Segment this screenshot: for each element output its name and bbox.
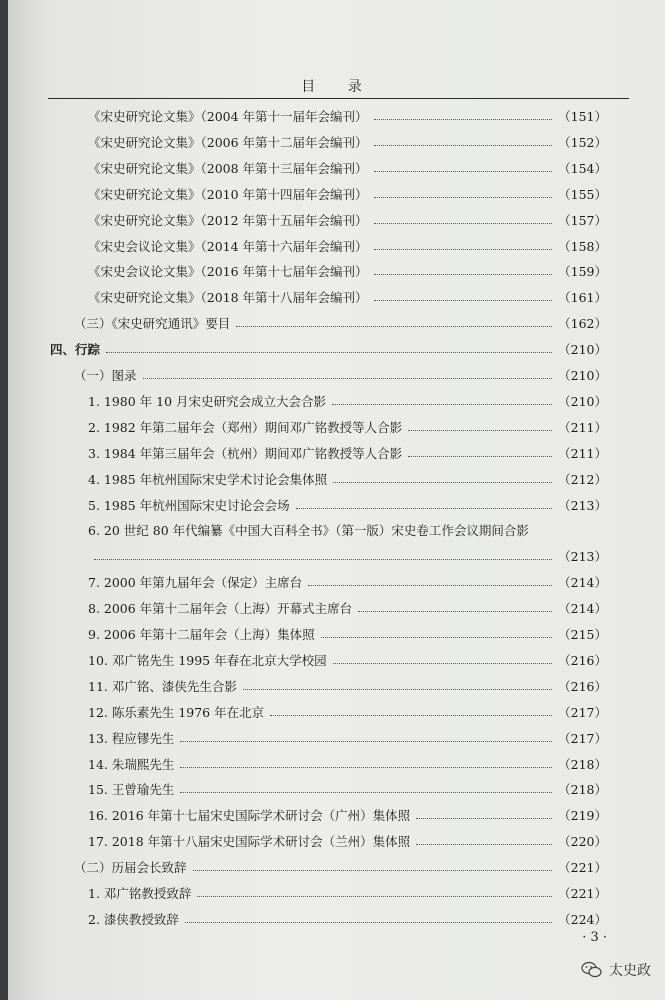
toc-row bbox=[88, 234, 607, 258]
toc-label: （二）历届会长致辞 bbox=[74, 860, 187, 876]
running-header bbox=[48, 68, 629, 99]
toc-label: 1. 1980 年 10 月宋史研究会成立大会合影 bbox=[88, 393, 327, 409]
dot-leader bbox=[296, 507, 552, 509]
toc-page-number: （217） bbox=[558, 730, 607, 746]
page-number: · 3 · bbox=[582, 930, 607, 945]
dot-leader bbox=[374, 144, 553, 146]
toc-page-number: （218） bbox=[558, 782, 607, 798]
toc-row bbox=[88, 104, 607, 128]
toc-row bbox=[88, 803, 607, 827]
wechat-icon bbox=[581, 961, 603, 979]
toc-page-number: （211） bbox=[558, 445, 607, 461]
toc-row bbox=[88, 829, 607, 853]
dot-leader bbox=[374, 222, 553, 224]
toc-page-number: （162） bbox=[558, 316, 607, 332]
toc-page-number: （154） bbox=[558, 160, 607, 176]
toc-label: 《宋史研究论文集》（2006 年第十二届年会编刊） bbox=[88, 134, 368, 150]
dot-leader bbox=[185, 921, 552, 923]
toc-page-number: （212） bbox=[558, 471, 607, 487]
toc-row bbox=[88, 467, 607, 491]
toc-row bbox=[74, 855, 607, 879]
toc-row bbox=[88, 596, 607, 620]
toc-row bbox=[88, 285, 607, 309]
dot-leader bbox=[374, 170, 553, 172]
dot-leader bbox=[374, 248, 553, 250]
section-heading bbox=[50, 337, 607, 361]
toc-row bbox=[88, 648, 607, 672]
dot-leader bbox=[358, 610, 552, 612]
toc-row bbox=[88, 259, 607, 283]
toc-page-number: （219） bbox=[558, 808, 607, 824]
toc-page-number: （159） bbox=[558, 264, 607, 280]
toc-page-number: （157） bbox=[558, 212, 607, 228]
dot-leader bbox=[332, 403, 552, 405]
toc-row bbox=[88, 182, 607, 206]
toc-label: 7. 2000 年第九届年会（保定）主席台 bbox=[88, 575, 303, 591]
dot-leader bbox=[270, 714, 552, 716]
toc-row bbox=[88, 441, 607, 465]
toc-page-number: （210） bbox=[558, 368, 607, 383]
toc-label: （三）《宋史研究通讯》要目 bbox=[74, 316, 231, 332]
toc-label: 2. 漆侠教授致辞 bbox=[88, 911, 179, 927]
dot-leader bbox=[197, 895, 552, 897]
toc-row bbox=[88, 570, 607, 594]
dot-leader bbox=[94, 558, 552, 560]
toc-label: 16. 2016 年第十七届宋史国际学术研讨会（广州）集体照 bbox=[88, 808, 411, 824]
dot-leader bbox=[416, 843, 552, 845]
toc-label: 13. 程应镠先生 bbox=[88, 730, 175, 746]
dot-leader bbox=[374, 118, 553, 120]
toc-label: 3. 1984 年第三届年会（杭州）期间邓广铭教授等人合影 bbox=[88, 445, 403, 461]
toc-label: 15. 王曾瑜先生 bbox=[88, 782, 175, 798]
toc-label: 6. 20 世纪 80 年代编纂《中国大百科全书》（第一版）宋史卷工作会议期间合影 bbox=[88, 523, 529, 539]
dot-leader bbox=[408, 455, 552, 457]
toc-label: 《宋史会议论文集》（2014 年第十六届年会编刊） bbox=[88, 238, 368, 254]
dot-leader bbox=[374, 196, 553, 198]
toc-page-number: （214） bbox=[558, 575, 607, 591]
toc-row bbox=[88, 389, 607, 413]
dot-leader bbox=[308, 584, 552, 586]
toc-page-number: （224） bbox=[558, 911, 607, 927]
watermark bbox=[581, 960, 651, 980]
toc-page-number: （158） bbox=[558, 238, 607, 254]
toc-row bbox=[88, 907, 607, 931]
toc-page-number: （216） bbox=[558, 678, 607, 694]
toc-page-number: （216） bbox=[558, 652, 607, 668]
toc-label: 《宋史研究论文集》（2018 年第十八届年会编刊） bbox=[88, 290, 368, 306]
toc-label: 10. 邓广铭先生 1995 年春在北京大学校园 bbox=[88, 652, 327, 668]
toc-row bbox=[74, 311, 607, 335]
dot-leader bbox=[236, 325, 552, 327]
toc-page-number: （220） bbox=[558, 834, 607, 850]
toc-page-number: （152） bbox=[558, 134, 607, 150]
toc-row bbox=[88, 493, 607, 517]
toc-label: 11. 邓广铭、漆侠先生合影 bbox=[88, 678, 237, 694]
toc-row bbox=[88, 208, 607, 232]
dot-leader bbox=[408, 429, 552, 431]
toc-row bbox=[74, 363, 607, 387]
toc-page-number: （214） bbox=[558, 601, 607, 617]
toc-page-number: （161） bbox=[558, 290, 607, 306]
toc-page-number: （151） bbox=[558, 109, 607, 124]
toc-row bbox=[88, 777, 607, 801]
dot-leader bbox=[416, 817, 552, 819]
toc-page-number: （155） bbox=[558, 186, 607, 202]
toc-row-continuation bbox=[88, 544, 607, 568]
dot-leader bbox=[193, 869, 553, 871]
toc-page-number: （221） bbox=[558, 860, 607, 876]
dot-leader bbox=[180, 740, 552, 742]
toc-label: 4. 1985 年杭州国际宋史学术讨论会集体照 bbox=[88, 471, 328, 487]
toc-row bbox=[88, 415, 607, 439]
toc-label: 《宋史研究论文集》（2004 年第十一届年会编刊） bbox=[88, 109, 368, 124]
toc-label: 12. 陈乐素先生 1976 年在北京 bbox=[88, 704, 265, 720]
dot-leader bbox=[143, 377, 553, 379]
toc-label: 2. 1982 年第二届年会（郑州）期间邓广铭教授等人合影 bbox=[88, 419, 403, 435]
watermark-text: 太史政 bbox=[609, 963, 651, 979]
dot-leader bbox=[243, 688, 552, 690]
toc-label: 四、行踪 bbox=[50, 342, 101, 358]
dot-leader bbox=[321, 636, 552, 638]
toc-row bbox=[88, 156, 607, 180]
dot-leader bbox=[333, 662, 553, 664]
toc-page-number: （213） bbox=[558, 497, 607, 513]
dot-leader bbox=[374, 273, 553, 275]
toc-label: （一）图录 bbox=[74, 368, 137, 383]
toc-page-number: （211） bbox=[558, 419, 607, 435]
toc-page-number: （213） bbox=[558, 549, 607, 565]
toc-label: 《宋史研究论文集》（2012 年第十五届年会编刊） bbox=[88, 212, 368, 228]
dot-leader bbox=[374, 299, 553, 301]
toc-row bbox=[88, 674, 607, 698]
toc-label: 《宋史研究论文集》（2010 年第十四届年会编刊） bbox=[88, 186, 368, 202]
toc-label: 5. 1985 年杭州国际宋史讨论会会场 bbox=[88, 497, 290, 513]
toc-row bbox=[88, 130, 607, 154]
book-page bbox=[8, 0, 665, 1000]
toc-label: 14. 朱瑞熙先生 bbox=[88, 756, 175, 772]
dot-leader bbox=[106, 351, 552, 353]
toc-label: 17. 2018 年第十八届宋史国际学术研讨会（兰州）集体照 bbox=[88, 834, 411, 850]
toc-page-number: （210） bbox=[558, 342, 607, 358]
toc-page-number: （218） bbox=[558, 756, 607, 772]
page-title: 目 录 bbox=[301, 79, 376, 95]
dot-leader bbox=[333, 481, 552, 483]
dot-leader bbox=[180, 766, 552, 768]
toc-row bbox=[88, 881, 607, 905]
toc-row bbox=[88, 518, 607, 542]
dot-leader bbox=[180, 791, 552, 793]
toc-page-number: （210） bbox=[558, 393, 607, 409]
toc-page-number: （221） bbox=[558, 886, 607, 901]
toc-label: 1. 邓广铭教授致辞 bbox=[88, 886, 192, 901]
toc-label: 9. 2006 年第十二届年会（上海）集体照 bbox=[88, 627, 315, 642]
toc-label: 《宋史会议论文集》（2016 年第十七届年会编刊） bbox=[88, 264, 368, 280]
toc-label: 8. 2006 年第十二届年会（上海）开幕式主席台 bbox=[88, 601, 353, 617]
toc-row bbox=[88, 700, 607, 724]
toc-label: 《宋史研究论文集》（2008 年第十三届年会编刊） bbox=[88, 160, 368, 176]
toc-page-number: （215） bbox=[558, 627, 607, 642]
toc-row bbox=[88, 622, 607, 646]
toc-page-number: （217） bbox=[558, 704, 607, 720]
toc-row bbox=[88, 752, 607, 776]
toc-row bbox=[88, 726, 607, 750]
